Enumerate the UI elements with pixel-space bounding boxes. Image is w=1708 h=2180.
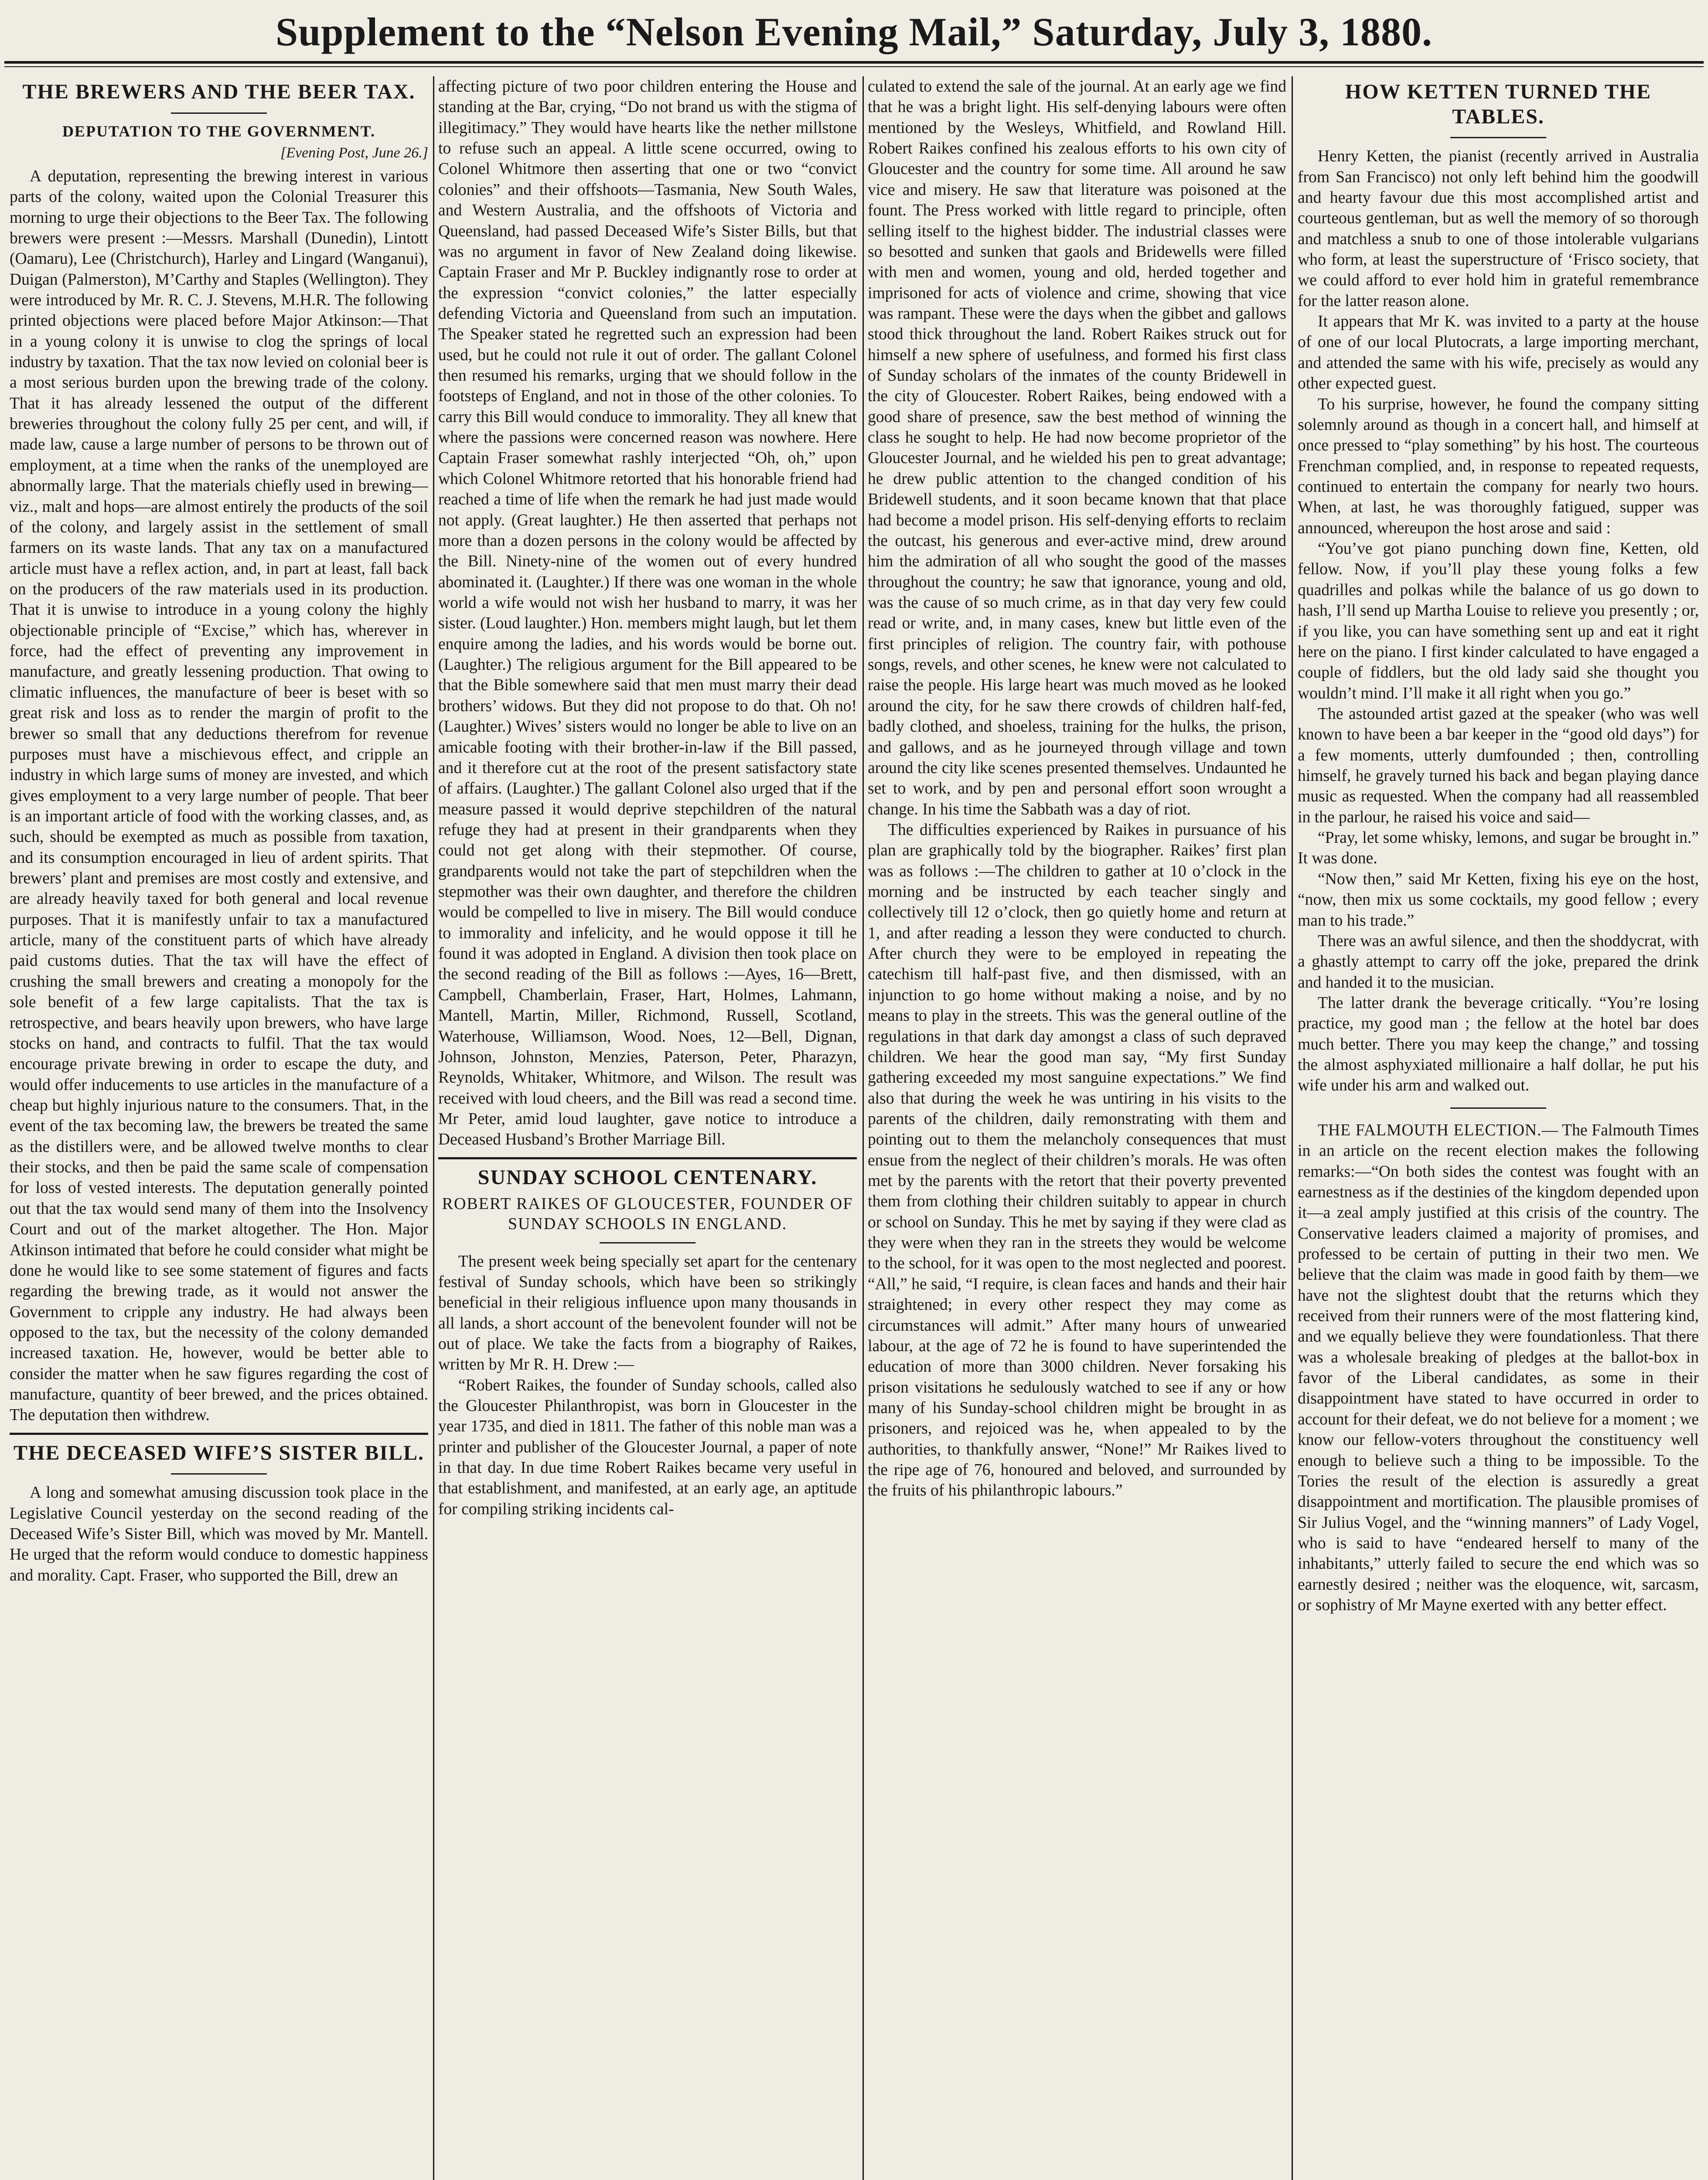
subhead-raikes: ROBERT RAIKES OF GLOUCESTER, FOUNDER OF SUNDAY SCHOOLS IN ENGLAND.	[442, 1195, 853, 1233]
masthead-title: Supplement to the “Nelson Evening Mail,” Saturday, July 3, 1880.	[275, 10, 1433, 54]
article-paragraph: To his surprise, however, he found the company sitting solemnly around as though in a concert hall, and himself at once pressed to “play something” by his host. The courteous Frenchman complied, and, in response to repeated requests, continued to entertain the company for nearly two hours. When, at last, he was thoroughly fatigued, supper was announced, whereupon the host arose and said :	[1298, 395, 1699, 537]
column-rule	[863, 76, 864, 2180]
divider	[171, 1473, 267, 1475]
article-paragraph: culated to extend the sale of the journal. At an early age we find that he was a bright light. His self-denying labours were often mentioned by the Wesleys, Whitfield, and Rowland Hill. Robert Raikes confined his zealous efforts to his own city of Gloucester and the country for some time. All around he saw vice and misery. He saw that literature was poisoned at the fount. The Press worked with little regard to principle, often selling itself to the highest bidder. The industrial classes were so besotted and sunken that gaols and Bridewells were filled with men and women, young and old, herded together and imprisoned for acts of violence and crime, showing that vice was rampant. These were the days when the gibbet and gallows stood thick throughout the land. Robert Raikes struck out for himself a new sphere of usefulness, and formed his first class of Sunday scholars of the inmates of the county Bridewell in the city of Gloucester. Robert Raikes, being endowed with a good share of presence, saw the best method of winning the class he sought to help. He had now become proprietor of the Gloucester Journal, and he wielded his pen to great advantage; he drew public attention to the changed condition of his Bridewell students, and it soon became known that that place had become a model prison. His self-denying efforts to reclaim the outcast, his generous and ever-active mind, drew around him the admiration of all who sought the good of the masses throughout the country; he saw that ignorance, young and old, was the cause of so much crime, as in that day very few could read or write, and, in many cases, knew but little even of the first principles of religion. The country fair, with pothouse songs, revels, and other scenes, he knew were not calculated to raise the people. His large heart was much moved as he looked around the city, for he saw there crowds of children half-fed, badly clothed, and shoeless, training for the hulks, the prison, and gallows, and as he journeyed through village and town around the city like scenes presented themselves. Undaunted he set to work, and by pen and personal effort soon wrought a change. In his time the Sabbath was a day of riot.	[868, 78, 1286, 818]
divider	[1450, 1107, 1546, 1109]
column-3	[868, 76, 1286, 2180]
article-paragraph: “Pray, let some whisky, lemons, and sugar be brought in.” It was done.	[1298, 829, 1699, 868]
headline-deceased-wife: THE DECEASED WIFE’S SISTER BILL.	[13, 1441, 425, 1465]
masthead-rule-thin	[4, 66, 1704, 67]
divider	[171, 112, 267, 114]
article-paragraph: Henry Ketten, the pianist (recently arrived in Australia from San Francisco) not only left behind him the goodwill and hearty favour due this most accomplished artist and courteous gentleman, but as well the memory of so thorough and matchless a snub to one of those intolerable vulgarians who form, at least the superstructure of ‘Frisco society, that we could afford to ever hold him in grateful remembrance for the latter reason alone.	[1298, 147, 1699, 310]
article-paragraph: It appears that Mr K. was invited to a party at the house of one of our local Plutocrats, a large importing merchant, and attended the same with his wife, precisely as would any other expected guest.	[1298, 313, 1699, 393]
article-paragraph: The latter drank the beverage critically. “You’re losing practice, my good man ; the fellow at the hotel bar does much better. There you may keep the change,” and tossing the almost asphyxiated millionaire a half dollar, he put his wife under his arm and walked out.	[1298, 994, 1699, 1095]
article-paragraph: A long and somewhat amusing discussion took place in the Legislative Council yesterday on the second reading of the Deceased Wife’s Sister Bill, which was moved by Mr. Mantell. He urged that the reform would conduce to domestic happiness and morality. Capt. Fraser, who supported the Bill, drew an	[10, 1484, 428, 1584]
section-rule	[438, 1157, 857, 1162]
falmouth-title: THE FALMOUTH ELECTION.	[1318, 1121, 1542, 1139]
subhead-deputation: DEPUTATION TO THE GOVERNMENT.	[62, 122, 376, 140]
falmouth-text: — The Falmouth Times in an article on the recent election makes the following remarks:—“On both sides the contest was fought with an earnestness as if the destinies of the kingdom depended upon it—a zeal amply justified at this crisis of the country. The Conservative leaders claimed a majority of promises, and professed to be certain of putting in their two men. We believe that the claim was made in good faith by them—we have not the slightest doubt that the returns which they received from their runners were of the most flattering kind, and we equally believe they were foundationless. That there was a wholesale breaking of pledges at the ballot-box in favor of the Liberal candidates, as some in their disappointment have stated to have occurred in order to account for their defeat, we do not believe for a moment ; we know our fellow-voters throughout the constituency well enough to believe such a thing to be impossible. To the Tories the result of the election is assuredly a great disappointment and mortification. The plausible promises of Sir Julius Vogel, and the “winning manners” of Lady Vogel, who is said to have “endeared herself to many of the inhabitants,” utterly failed to secure the end which was so earnestly desired ; neither was the eloquence, wit, sarcasm, or sophistry of Mr Mayne exerted with any better effect.	[1298, 1121, 1699, 1615]
article-paragraph: The astounded artist gazed at the speaker (who was well known to have been a bar keeper in the “good old days”) for a few moments, utterly dumfounded ; then, controlling himself, he gravely turned his back and began playing dance music as requested. When the company had all reassembled in the parlour, he raised his voice and said—	[1298, 705, 1699, 826]
article-paragraph: “Robert Raikes, the founder of Sunday schools, called also the Gloucester Philanthropist, was born in Gloucester in the year 1735, and died in 1811. The father of this noble man was a printer and publisher of the Gloucester Journal, a paper of note in that day. In due time Robert Raikes became very useful in that establishment, and manifested, at an early age, an aptitude for compiling striking incidents cal-	[438, 1376, 857, 1518]
headline-sunday-school: SUNDAY SCHOOL CENTENARY.	[477, 1165, 818, 1189]
divider	[600, 1242, 695, 1243]
divider	[1450, 137, 1546, 138]
article-paragraph: “Now then,” said Mr Ketten, fixing his eye on the host, “now, then mix us some cocktails, my good fellow ; every man to his trade.”	[1298, 870, 1699, 930]
article-paragraph: A deputation, representing the brewing interest in various parts of the colony, waited upon the Colonial Treasurer this morning to urge their objections to the Beer Tax. The following brewers were present :—Messrs. Marshall (Dunedin), Lintott (Oamaru), Lee (Christchurch), Harley and Lingard (Wanganui), Duigan (Palmerston), M’Carthy and Staples (Wellington). They were introduced by Mr. R. C. J. Stevens, M.H.R. The following printed objections were placed before Major Atkinson:—That in a young colony it is unwise to clog the springs of local industry by taxation. That the tax now levied on colonial beer is a most serious burden upon the brewing trade of the colony. That it has already lessened the output of the different breweries throughout the colony fully 25 per cent, and will, if made law, cause a large number of persons to be thrown out of employment, at a time when the ranks of the unemployed are abnormally large. That the materials chiefly used in brewing—viz., malt and hops—are almost entirely the products of the soil of the colony, and largely assist in the settlement of small farmers on its waste lands. That any tax on a manufactured article must have a reflex action, and, in part at least, fall back on the producers of the raw materials used in its production. That it is unwise to introduce in a young colony the highly objectionable principle of “Excise,” which has, wherever in force, had the effect of preventing any improvement in manufacture, and greatly lessening production. That owing to climatic influences, the manufacture of beer is beset with so great risk and loss as to render the margin of profit to the brewer so small that any deductions therefrom for revenue purposes must have a mischievous effect, and cripple an industry in which large sums of money are invested, and which gives employment to a very large number of people. That beer is an important article of food with the working classes, and, as such, should be exempted as much as possible from taxation, and its consumption encouraged in lieu of ardent spirits. That brewers’ plant and premises are most costly and extensive, and are already heavily taxed for both general and local revenue purposes. That it is manifestly unfair to tax a manufactured article, many of the constituent parts of which have already paid customs duties. That the tax will have the effect of crushing the small brewers and creating a monopoly for the sole benefit of a few large capitalists. That the tax is retrospective, and bears heavily upon brewers, who have large stocks on hand, and contracts to fulfil. That the tax would encourage private brewing in order to escape the duty, and would offer inducements to use articles in the manufacture of a cheap but highly injurious nature to the consumers. That, in the event of the tax becoming law, the brewers be treated the same as the distillers were, and be allowed twelve months to clear their stocks, and then be paid the same scale of compensation for loss of vested interests. The deputation generally pointed out that the tax would send many of them into the Insolvency Court and out of the market altogether. The Hon. Major Atkinson intimated that before he could consider what might be done he would like to see some statement of figures and facts regarding the brewing trade, as it would not answer the Government to cripple any industry. He had always been opposed to the tax, but the necessity of the colony demanded increased taxation. He, however, would be better able to consider the matter when he saw figures regarding the cost of manufacture, quantity of beer brewed, and the prices obtained. The deputation then withdrew.	[10, 167, 428, 1424]
article-paragraph: The difficulties experienced by Raikes in pursuance of his plan are graphically told by the biographer. Raikes’ first plan was as follows :—The children to gather at 10 o’clock in the morning and be instructed by each teacher singly and collectively till 12 o’clock, then go quietly home and return at 1, and after reading a lesson they were conducted to church. After church they were to be employed in repeating the catechism till half-past five, and then dismissed, with an injunction to go home without making a noise, and by no means to play in the streets. This was the general outline of the regulations in that dark day amongst a class of such depraved children. We hear the good man say, “My first Sunday gathering exceeded my most sanguine expectations.” We find also that during the week he was untiring in his visits to the parents of the children, daily remonstrating with them and pointing out to them the melancholy consequences that must ensue from the neglect of their children’s morals. He was often met by the parents with the retort that their poverty prevented them from clothing their children suitably to appear in church or school on Sunday. This he met by saying if they were clad as they were when they ran in the streets they would be welcome to the school, for it was open to the most neglected and poorest. “All,” he said, “I require, is clean faces and hands and their hair straightened; in every other respect they may come as circumstances will admit.” After many hours of unwearied labour, at the age of 72 he is found to have superintended the education of more than 3000 children. Never forsaking his prison visitations he sedulously watched to see if any or how many of his Sunday-school children might be brought in as prisoners, and rejoiced was he, when appealed to by the authorities, to thankfully answer, “None!” Mr Raikes lived to the ripe age of 76, honoured and beloved, and surrounded by the fruits of his philanthropic labours.”	[868, 821, 1286, 1500]
column-2	[438, 76, 857, 2180]
column-rule	[433, 76, 434, 2180]
article-paragraph: The present week being specially set apart for the centenary festival of Sunday schools, which have been so strikingly beneficial in their religious influence upon many thousands in all lands, a short account of the benevolent founder will not be out of place. We take the facts from a biography of Raikes, written by Mr R. H. Drew :—	[438, 1252, 857, 1374]
article-paragraph: There was an awful silence, and then the shoddycrat, with a ghastly attempt to carry off the joke, prepared the drink and handed it to the musician.	[1298, 932, 1699, 991]
article-paragraph: “You’ve got piano punching down fine, Ketten, old fellow. Now, if you’ll play these young folks a few quadrilles and polkas while the balance of us go down to hash, I’ll send up Martha Louise to relieve you presently ; or, if you like, you can have something sent up and eat it right here on the piano. I first kinder calculated to have engaged a couple of fiddlers, but the old lady said she thought you wouldn’t mind. I’ll make it all right when you go.”	[1298, 540, 1699, 702]
masthead-rule	[4, 61, 1704, 64]
falmouth-paragraph	[1298, 1120, 1699, 1616]
source-citation: [Evening Post, June 26.]	[280, 144, 428, 161]
section-rule	[10, 1433, 428, 1437]
column-rule	[1292, 76, 1293, 2180]
column-4	[1298, 76, 1699, 2180]
headline-brewers: THE BREWERS AND THE BEER TAX.	[22, 80, 416, 103]
headline-ketten: HOW KETTEN TURNED THE TABLES.	[1345, 80, 1652, 128]
article-paragraph: affecting picture of two poor children entering the House and standing at the Bar, crying, “Do not brand us with the stigma of illegitimacy.” They would have hearts like the nether millstone to refuse such an appeal. A little scene occurred, owing to Colonel Whitmore then asserting that one or two “convict colonies” and their offshoots—Tasmania, New South Wales, and Western Australia, and the offshoots of Victoria and Queensland, had passed Deceased Wife’s Sister Bills, but that was no argument in favor of New Zealand doing likewise. Captain Fraser and Mr P. Buckley indignantly rose to order at the expression “convict colonies,” the latter especially defending Victoria and Queensland from such an imputation. The Speaker stated he regretted such an expression had been used, but he could not rule it out of order. The gallant Colonel then resumed his remarks, urging that we should follow in the footsteps of England, and not in those of the other colonies. To carry this Bill would conduce to immorality. They all knew that where the passions were concerned reason was nowhere. Here Captain Fraser somewhat rashly interjected “Oh, oh,” upon which Colonel Whitmore retorted that his honorable friend had reached a time of life when the remark he had just made would not apply. (Great laughter.) He then asserted that perhaps not more than a dozen persons in the colony would be affected by the Bill. Ninety-nine of the women out of every hundred abominated it. (Laughter.) If there was one woman in the whole world a wife would not wish her husband to marry, it was her sister. (Loud laughter.) Hon. members might laugh, but let them enquire among the ladies, and his words would be borne out. (Laughter.) The religious argument for the Bill appeared to be that the Bible somewhere said that men must marry their dead brothers’ widows. But they did not propose to do that. Oh no! (Laughter.) Wives’ sisters would no longer be able to live on an amicable footing with their brother-in-law if the Bill passed, and it therefore cut at the root of the present satisfactory state of affairs. (Laughter.) The gallant Colonel also urged that if the measure passed it would deprive stepchildren of the natural refuge they had at present in their grandparents when they could not get along with their stepmother. Of course, grandparents would not take the part of stepchildren when the stepmother was their own daughter, and therefore the children would be compelled to live in misery. The Bill would conduce to immorality and infelicity, and he would oppose it till he found it was adopted in England. A division then took place on the second reading of the Bill as follows :—Ayes, 16—Brett, Campbell, Chamberlain, Fraser, Hart, Holmes, Lahmann, Mantell, Martin, Miller, Richmond, Russell, Scotland, Waterhouse, Williamson, Wood. Noes, 12—Bell, Dignan, Johnson, Johnston, Menzies, Paterson, Peter, Pharazyn, Reynolds, Whitaker, Whitmore, and Wilson. The result was received with loud cheers, and the Bill was read a second time. Mr Peter, amid loud laughter, gave notice to introduce a Deceased Husband’s Brother Marriage Bill.	[438, 78, 857, 1149]
column-1	[10, 76, 428, 2180]
